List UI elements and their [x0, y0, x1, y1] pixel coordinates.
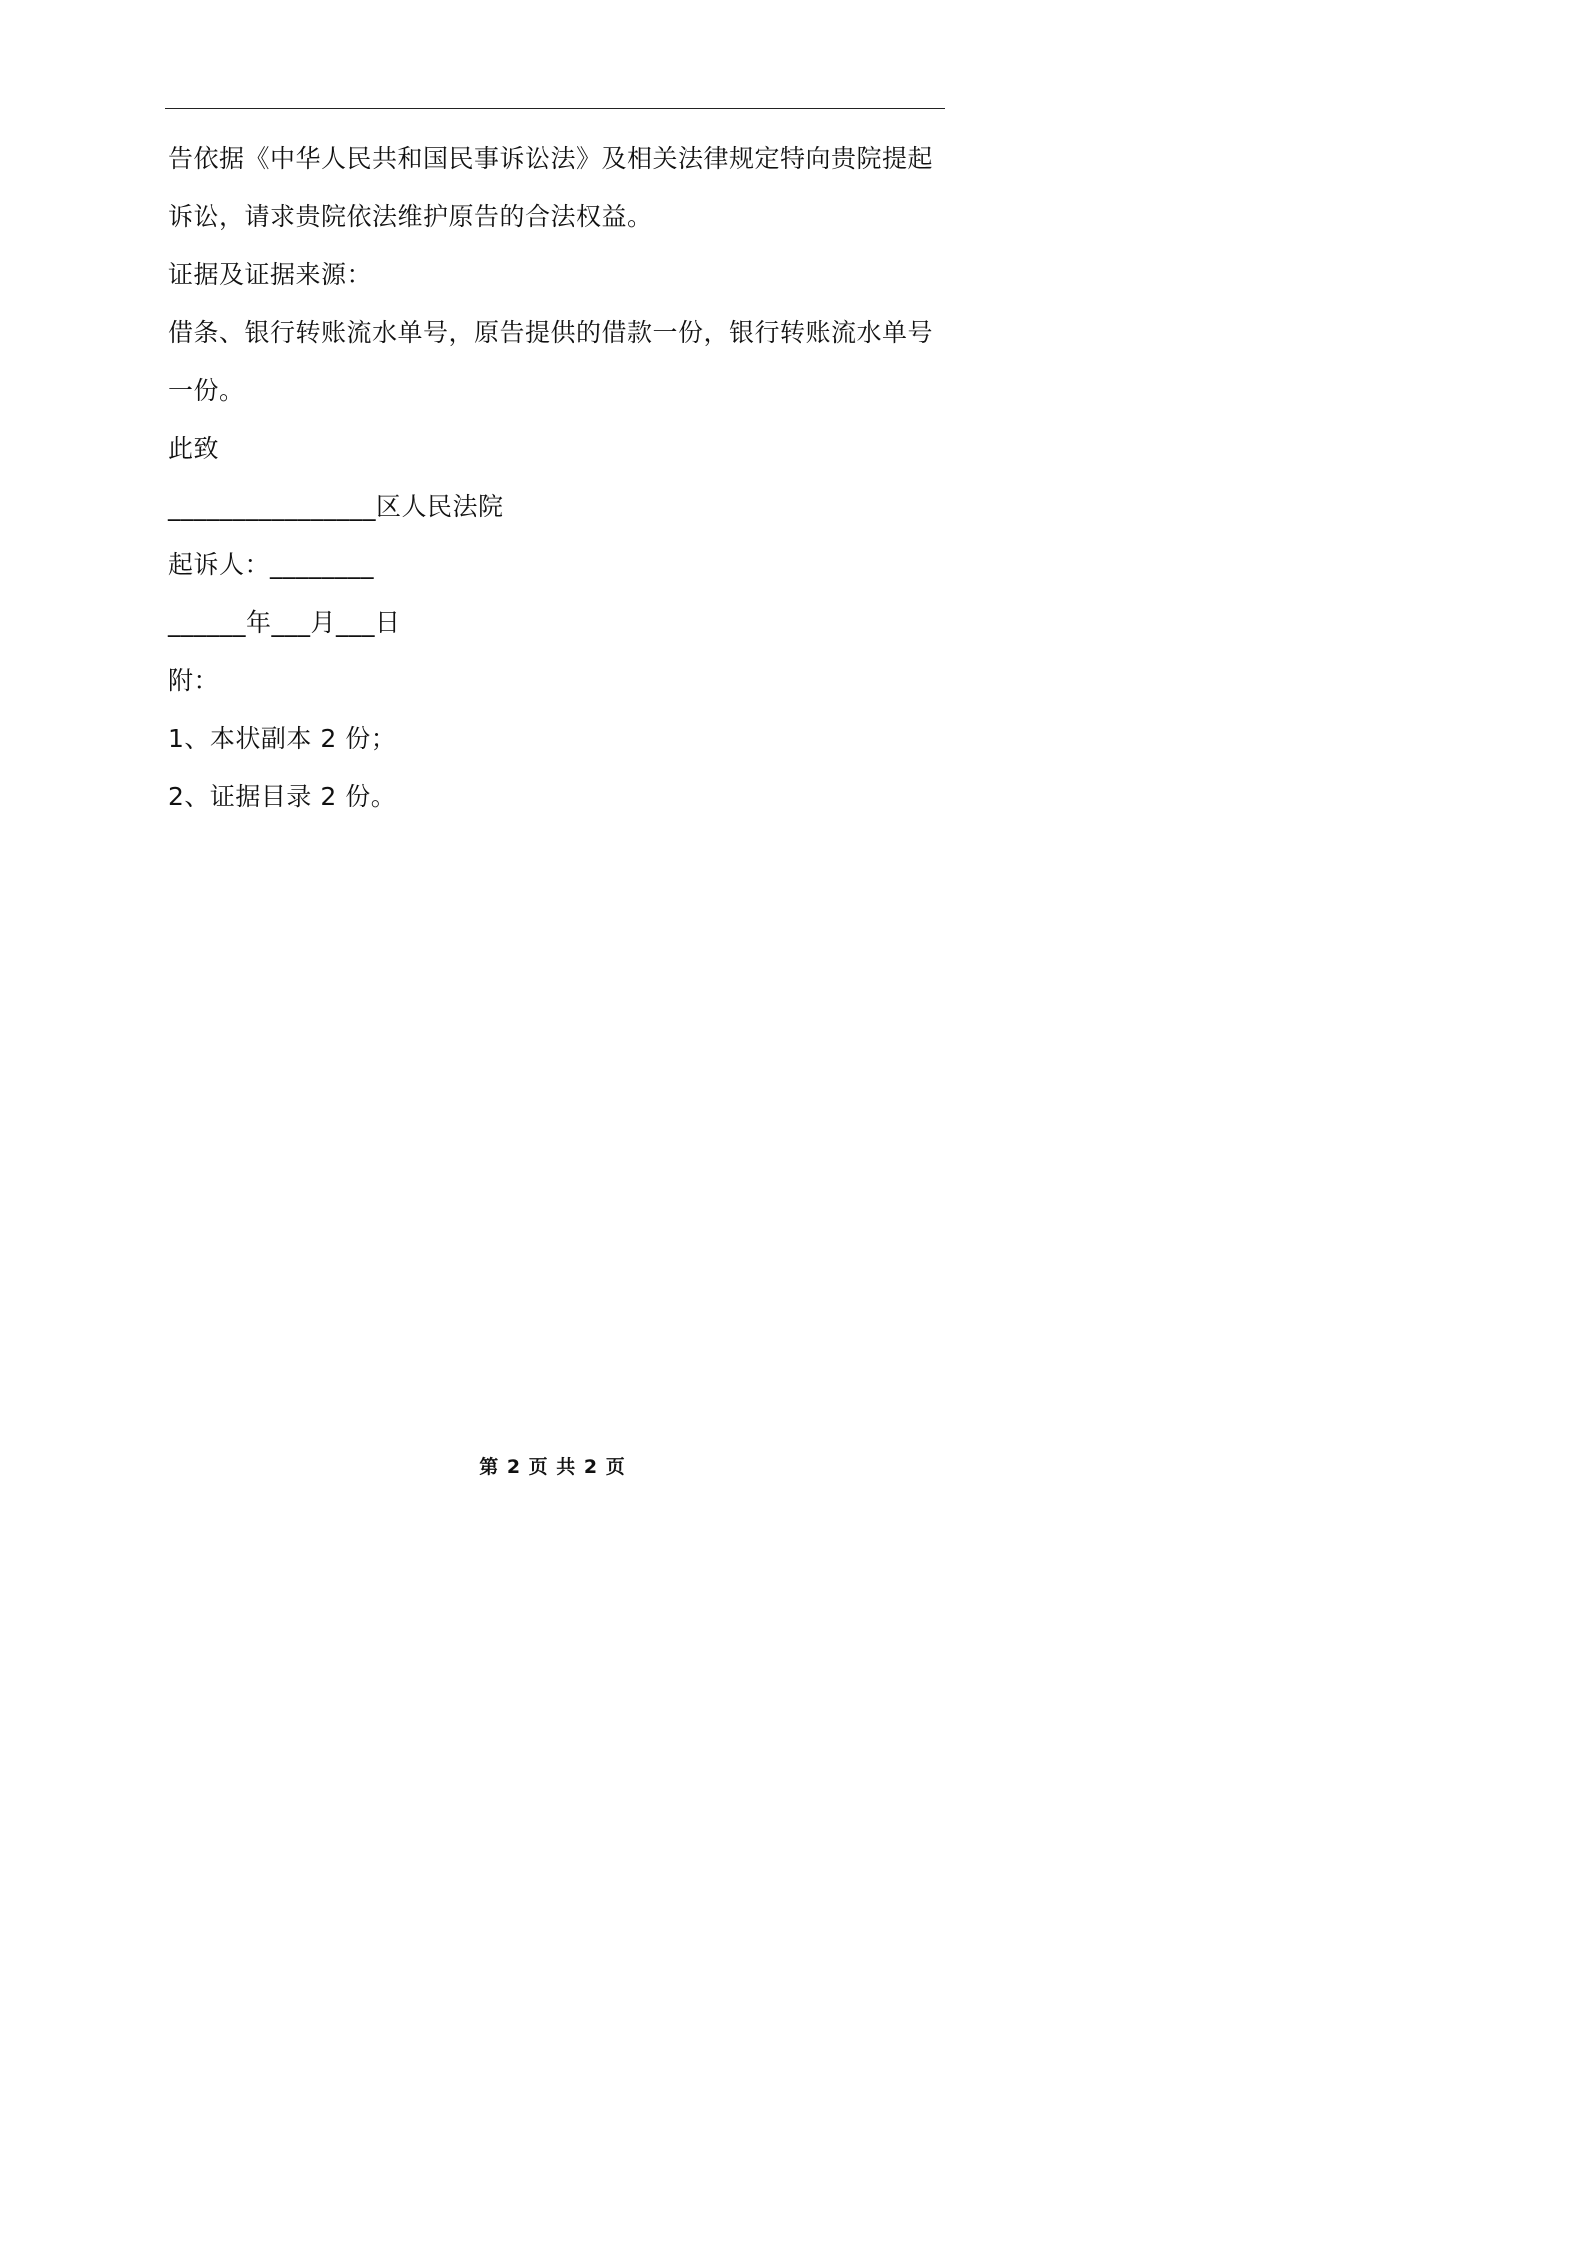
plaintiff-signature-line: 起诉人：________ — [168, 550, 375, 579]
attachments-heading: 附： — [168, 666, 220, 695]
attachment-item: 2、证据目录 2 份。 — [168, 782, 397, 811]
salutation: 此致 — [168, 434, 220, 463]
text-line: 一份。 — [168, 376, 245, 405]
text-line: 诉讼，请求贵院依法维护原告的合法权益。 — [168, 202, 653, 231]
page-number: 第 2 页 共 2 页 — [479, 1456, 626, 1478]
text-line: 借条、银行转账流水单号，原告提供的借款一份，银行转账流水单号 — [168, 318, 934, 347]
text-line: 告依据《中华人民共和国民事诉讼法》及相关法律规定特向贵院提起 — [168, 144, 934, 173]
attachment-item: 1、本状副本 2 份； — [168, 724, 397, 753]
header-divider — [165, 108, 945, 109]
evidence-heading: 证据及证据来源： — [168, 260, 373, 289]
court-name-line: ________________区人民法院 — [168, 492, 504, 521]
document-body — [168, 130, 948, 826]
date-line: ______年___月___日 — [168, 608, 401, 637]
